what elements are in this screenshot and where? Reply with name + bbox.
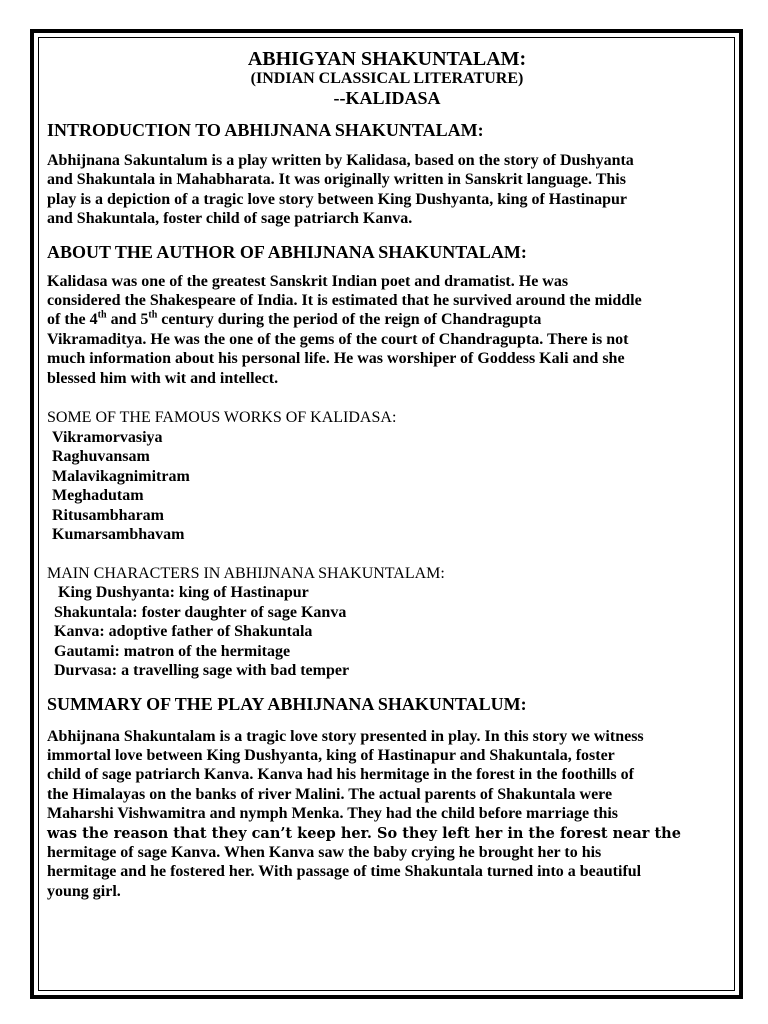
summary-line: child of sage patriarch Kanva. Kanva had his hermitage in the forest in the foothills of	[47, 766, 634, 784]
list-item: Durvasa: a travelling sage with bad temper	[54, 662, 350, 680]
works-heading: SOME OF THE FAMOUS WORKS OF KALIDASA:	[47, 409, 397, 427]
list-item: Shakuntala: foster daughter of sage Kanva	[54, 603, 347, 621]
summary-heading: SUMMARY OF THE PLAY ABHIJNANA SHAKUNTALUM:	[47, 693, 527, 714]
document-author: --KALIDASA	[333, 88, 441, 108]
summary-line: young girl.	[47, 882, 121, 900]
summary-line: hermitage and he fostered her. With passage of time Shakuntala turned into a beautiful	[47, 863, 642, 881]
summary-line: Maharshi Vishwamitra and nymph Menka. They had the child before marriage this	[47, 805, 619, 823]
author-line: blessed him with wit and intellect.	[47, 369, 279, 387]
author-line: considered the Shakespeare of India. It is estimated that he survived around the middle	[47, 292, 642, 310]
intro-line: and Shakuntala in Mahabharata. It was originally written in Sanskrit language. This	[47, 171, 626, 189]
author-line: Vikramaditya. He was the one of the gems of the court of Chandragupta. There is not	[47, 330, 629, 348]
author-line-part: and 5	[106, 311, 149, 329]
intro-line: and Shakuntala, foster child of sage patriarch Kanva.	[47, 210, 413, 228]
author-line	[47, 310, 727, 329]
document-body	[47, 42, 727, 901]
author-paragraph	[47, 272, 727, 388]
author-line-part: of the 4	[47, 311, 98, 329]
author-line-part: century during the period of the reign of Chandragupta	[157, 311, 542, 329]
author-line: Kalidasa was one of the greatest Sanskrit Indian poet and dramatist. He was	[47, 272, 569, 290]
intro-heading: INTRODUCTION TO ABHIJNANA SHAKUNTALAM:	[47, 120, 484, 140]
document-subtitle: (INDIAN CLASSICAL LITERATURE)	[250, 70, 524, 87]
summary-line: Abhijnana Shakuntalam is a tragic love story presented in play. In this story we witness	[47, 727, 644, 745]
ordinal-suffix: th	[97, 310, 107, 322]
list-item: Kumarsambhavam	[52, 526, 185, 544]
intro-line: play is a depiction of a tragic love story between King Dushyanta, king of Hastinapur	[47, 190, 628, 208]
summary-line: immortal love between King Dushyanta, king of Hastinapur and Shakuntala, foster	[47, 746, 615, 764]
works-list	[47, 428, 727, 545]
list-item: Vikramorvasiya	[52, 428, 163, 446]
list-item: Meghadutam	[52, 487, 144, 505]
summary-line: was the reason that they can’t keep her. So they left her in the forest near the	[47, 824, 681, 842]
summary-line: hermitage of sage Kanva. When Kanva saw the baby crying he brought her to his	[47, 844, 602, 861]
list-item: Gautami: matron of the hermitage	[54, 642, 291, 660]
summary-line: the Himalayas on the banks of river Malini. The actual parents of Shakuntala were	[47, 785, 613, 803]
list-item: King Dushyanta: king of Hastinapur	[58, 584, 309, 602]
list-item: Kanva: adoptive father of Shakuntala	[54, 623, 313, 641]
list-item: Malavikagnimitram	[52, 467, 190, 485]
characters-list	[47, 583, 727, 681]
document-title: ABHIGYAN SHAKUNTALAM:	[247, 48, 527, 70]
author-heading: ABOUT THE AUTHOR OF ABHIJNANA SHAKUNTALAM:	[47, 241, 527, 262]
ordinal-suffix: th	[148, 310, 158, 322]
intro-paragraph	[47, 151, 727, 229]
list-item: Raghuvansam	[52, 448, 150, 466]
characters-heading: MAIN CHARACTERS IN ABHIJNANA SHAKUNTALAM:	[47, 564, 445, 582]
intro-line: Abhijnana Sakuntalum is a play written by Kalidasa, based on the story of Dushyanta	[47, 152, 634, 169]
list-item: Ritusambharam	[52, 506, 165, 524]
summary-paragraph	[47, 727, 727, 902]
author-line: much information about his personal life. He was worshiper of Goddess Kali and she	[47, 350, 625, 368]
